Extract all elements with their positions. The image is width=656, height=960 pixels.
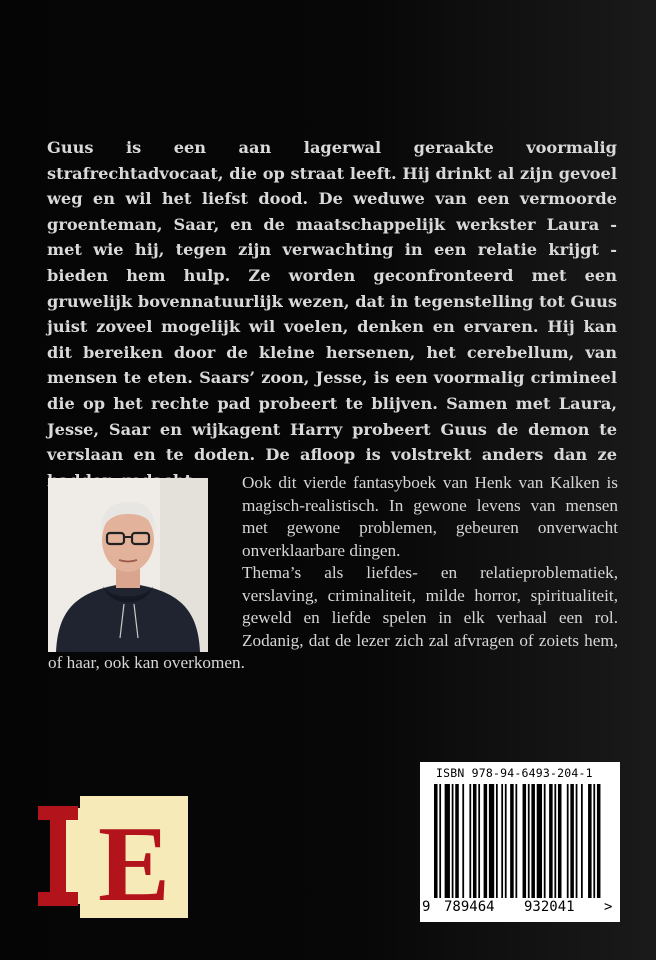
- barcode-bar: [445, 784, 450, 898]
- logo-letter-e: E: [98, 805, 171, 922]
- barcode-bar: [515, 784, 517, 898]
- barcode-bar: [558, 784, 562, 898]
- barcode-bar: [489, 784, 494, 898]
- barcode-bar: [484, 784, 488, 898]
- barcode-bar: [593, 784, 595, 898]
- barcode-bar: [462, 784, 464, 898]
- author-bio: [48, 472, 618, 675]
- barcode-bar: [549, 784, 553, 898]
- barcode-digit-first: 9: [422, 899, 431, 915]
- barcode-bar: [439, 784, 441, 898]
- barcode-bar: [544, 784, 546, 898]
- barcode-bar: [473, 784, 477, 898]
- barcode-bar: [528, 784, 530, 898]
- barcode-bar: [576, 784, 578, 898]
- barcode-digits-left: 789464: [444, 899, 495, 915]
- barcode-bar: [505, 784, 507, 898]
- barcode-bar: [455, 784, 459, 898]
- barcode-bar: [510, 784, 514, 898]
- back-cover-blurb: Guus is een aan lagerwal geraakte voormalig strafrechtadvocaat, die op straat leeft. Hij drinkt al zijn gevoel weg en wil het liefst dood. De weduwe van een vermoorde groenteman, Saar, en de maatschappelijk werkster Laura - met wie hij, tegen zijn verwachting in een relatie krijgt - bieden hem hulp. Ze worden geconfronteerd met een gruwelijk bovennatuurlijk wezen, dat in tegenstelling tot Guus juist zoveel mogelijk wil voelen, denken en ervaren. Hij kan dit bereiken door de kleine hersenen, het cerebellum, van mensen te eten. Saars’ zoon, Jesse, is een voormalig crimineel die op het rechte pad probeert te blijven. Samen met Laura, Jesse, Saar en wijkagent Harry probeert Guus de demon te verslaan en te doden. De afloop is volstrekt anders dan ze: [47, 138, 617, 465]
- barcode-bar: [496, 784, 498, 898]
- barcode-bar: [452, 784, 454, 898]
- barcode-bar: [469, 784, 471, 898]
- bio-paragraph-1: Ook dit vierde fantasyboek van Henk van Kalken is magisch-realistisch. In gewone levens van mensen met gewone problemen, gebeuren onverwacht onverklaarbare dingen.: [242, 473, 618, 560]
- barcode-bar: [570, 784, 574, 898]
- publisher-logo: [38, 792, 198, 922]
- barcode-arrow: >: [604, 899, 613, 915]
- barcode-bar: [531, 784, 535, 898]
- isbn-label: ISBN 978-94-6493-204-1: [436, 766, 593, 780]
- barcode-bar: [523, 784, 527, 898]
- isbn-barcode: [420, 762, 620, 922]
- barcode-bar: [588, 784, 592, 898]
- barcode-bar: [597, 784, 601, 898]
- barcode-bar: [567, 784, 569, 898]
- barcode-bar: [581, 784, 583, 898]
- barcode-digits-right: 932041: [524, 899, 575, 915]
- barcode-bar: [554, 784, 556, 898]
- barcode-bar: [478, 784, 480, 898]
- barcode-bars: [434, 784, 604, 898]
- barcode-bar: [537, 784, 542, 898]
- barcode-bar: [501, 784, 503, 898]
- bio-paragraph-2: Thema’s als liefdes- en relatieproblematiek, verslaving, criminaliteit, milde horror, spiritualiteit, geweld en liefde spelen in elk verhaal een rol. Zodanig, dat de lezer zich zal afvragen of zoiets hem, of haar, ook kan overkomen.: [48, 563, 618, 672]
- barcode-bar: [434, 784, 438, 898]
